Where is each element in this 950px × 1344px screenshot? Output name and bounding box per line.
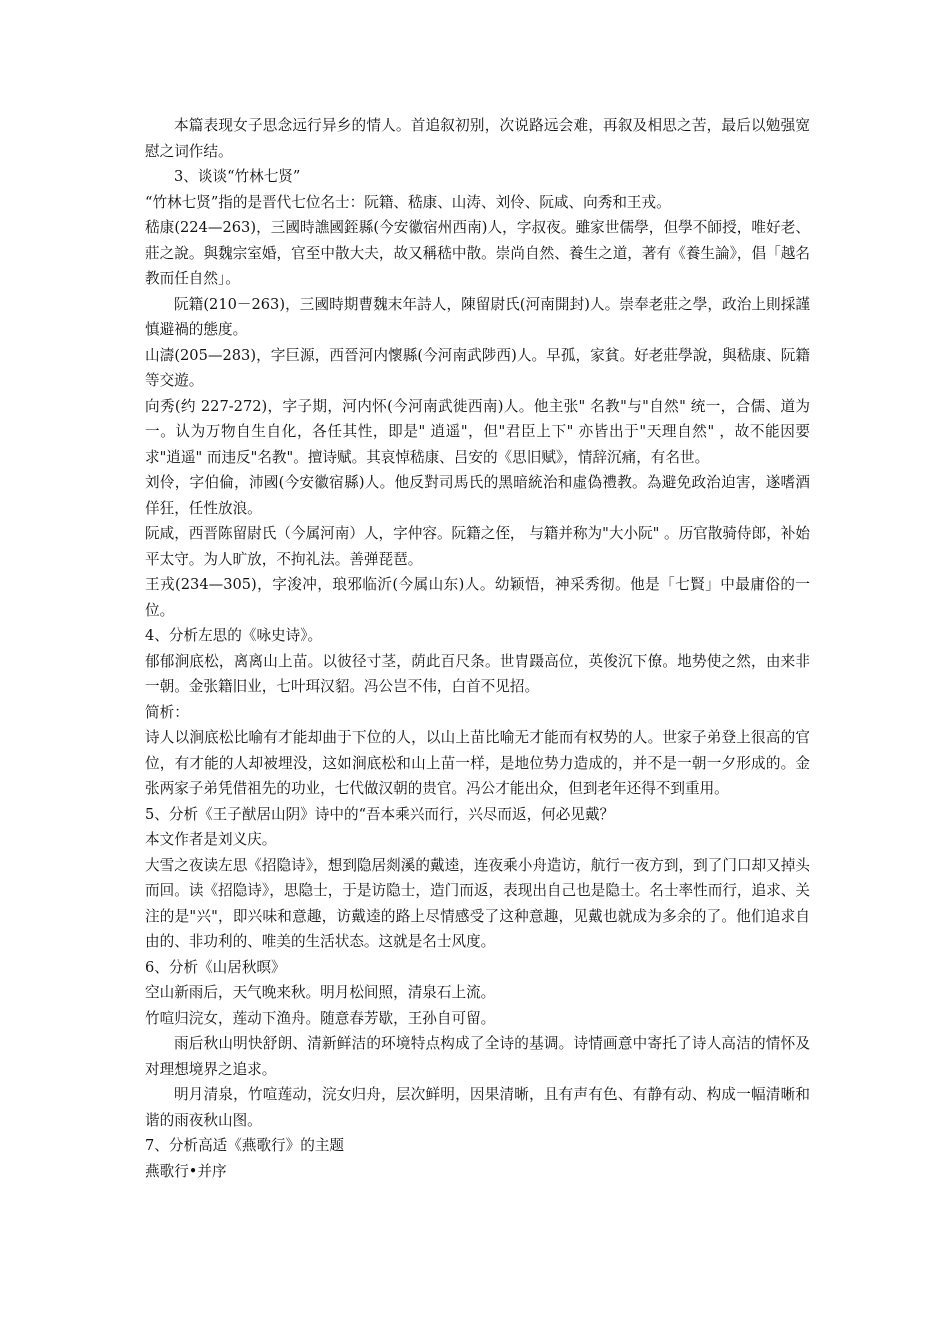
poem-line-2: 竹喧归浣女，莲动下渔舟。随意春芳歇，王孙自可留。: [145, 1009, 496, 1027]
paragraph-author-note: 本文作者是刘义庆。: [145, 831, 277, 848]
paragraph-ruan-xian: 阮咸，西晋陈留尉氏（今属河南）人，字仲容。阮籍之侄， 与籍并称为"大小阮" 。历官散骑侍郎，补始平太守。为人旷放，不拘礼法。善弹琵琶。: [145, 525, 810, 568]
paragraph-liu-ling: 刘伶，字伯倫，沛國(今安徽宿縣)人。他反對司馬氏的黑暗統治和虛偽禮教。為避免政治迫害，遂嗜酒佯狂，任性放浪。: [145, 474, 810, 517]
heading-question-5: 5、分析《王子猷居山阴》诗中的“吾本乘兴而行，兴尽而返，何必见戴？: [145, 805, 615, 823]
paragraph-wang-rong: 王戎(234—305)，字浚冲，琅邪临沂(今属山东)人。幼颖悟，神采秀彻。他是「七賢」中最庸俗的一位。: [145, 576, 810, 619]
heading-question-3: 3、谈谈“竹林七贤”: [174, 168, 301, 185]
paragraph-shan-tao: 山濤(205—283)，字巨源，西晉河内懷縣(今河南武陟西)人。早孤，家貧。好老莊學說，與嵇康、阮籍等交遊。: [145, 346, 810, 389]
heading-question-6: 6、分析《山居秋暝》: [145, 958, 286, 976]
poem-line-1: 空山新雨后，天气晚来秋。明月松间照，清泉石上流。: [145, 984, 496, 1001]
paragraph-seven-sages-list: “竹林七贤”指的是晋代七位名士：阮籍、嵇康、山涛、刘伶、阮咸、向秀和王戎。: [145, 193, 671, 211]
paragraph-shan-ju-analysis-2: 明月清泉，竹喧莲动，浣女归舟，层次鲜明，因果清晰，且有声有色、有静有动、构成一幅清晰和谐的雨夜秋山图。: [145, 1086, 810, 1129]
document-page: [145, 113, 810, 1184]
poem-yong-shi: 郁郁涧底松，离离山上苗。以彼径寸茎，荫此百尺条。世胄蹑高位，英俊沉下僚。地势使之然，由来非一朝。金张籍旧业，七叶珥汉貂。冯公岂不伟，白首不见招。: [145, 652, 810, 695]
heading-question-4: 4、分析左思的《咏史诗》。: [145, 627, 323, 644]
paragraph-ji-kang: 嵇康(224—263)，三國時譙國銍縣(今安徽宿州西南)人，字叔夜。雖家世儒學，但學不師授，唯好老、莊之說。與魏宗室婚，官至中散大夫，故又稱嵇中散。崇尚自然、養生之道，著有《養生論》，倡「越名教而任自然」。: [145, 219, 810, 287]
paragraph-yong-shi-analysis: 诗人以涧底松比喻有才能却曲于下位的人，以山上苗比喻无才能而有权势的人。世家子弟登上很高的官位，有才能的人却被埋没，这如涧底松和山上苗一样，是地位势力造成的，并不是一朝一夕形成的。金张两家子弟凭借祖先的功业，七代做汉朝的贵官。冯公才能出众，但到老年还得不到重用。: [145, 729, 810, 797]
poem-title-yan-ge-xing: 燕歌行•并序: [145, 1162, 227, 1180]
paragraph-wang-ziyou-analysis: 大雪之夜读左思《招隐诗》，想到隐居剡溪的戴逵，连夜乘小舟造访，航行一夜方到，到了门口却又掉头而回。读《招隐诗》，思隐士，于是访隐士，造门而返，表现出自己也是隐士。名士率性而行，追求、关注的是"兴"，即兴味和意趣，访戴逵的路上尽情感受了这种意趣，见戴也就成为多余的了。他们追求自由的、非功利的、唯美的生活状态。这就是名士风度。: [145, 856, 810, 950]
paragraph-ruan-ji: 阮籍(210－263)，三國時期曹魏末年詩人，陳留尉氏(河南開封)人。崇奉老莊之學，政治上則採謹慎避禍的態度。: [145, 295, 810, 338]
paragraph-shan-ju-analysis-1: 雨后秋山明快舒朗、清新鲜洁的环境特点构成了全诗的基调。诗情画意中寄托了诗人高洁的情怀及对理想境界之追求。: [145, 1035, 810, 1078]
paragraph-xiang-xiu: 向秀(约 227-272)，字子期，河内怀(今河南武徙西南)人。他主张" 名教"与"自然" 统一，合儒、道为一。认为万物自生自化，各任其性，即是" 逍遥"，但"君臣上下" 亦皆出于"天理自然" ，故不能因要求"逍遥" 而违反"名教"。擅诗赋。其哀悼嵇康、吕安的《思旧赋》，情辞沉痛，有名世。: [145, 397, 810, 466]
heading-question-7: 7、分析高适《燕歌行》的主题: [145, 1137, 345, 1154]
paragraph-intro-summary: 本篇表现女子思念远行异乡的情人。首追叙初别，次说路远会难，再叙及相思之苦，最后以勉强宽慰之词作结。: [145, 117, 810, 160]
label-brief-analysis: 简析：: [145, 703, 189, 721]
